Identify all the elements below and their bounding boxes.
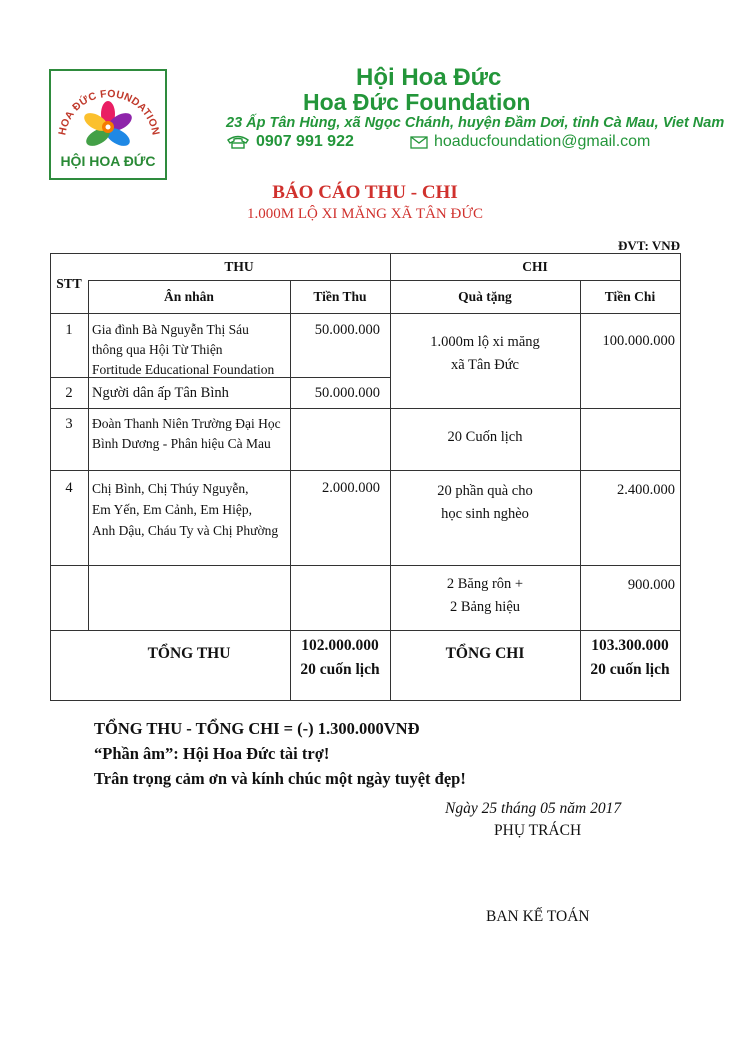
- phone-contact: [226, 133, 354, 151]
- foundation-logo: [49, 69, 167, 180]
- phone-number: 0907 991 922: [256, 133, 354, 150]
- envelope-icon: [410, 136, 428, 149]
- header-tien-thu: Tiền Thu: [313, 289, 367, 304]
- gift-item: 2 Băng rôn + 2 Bảng hiệu: [446, 576, 524, 615]
- total-expense-label: TỔNG CHI: [445, 645, 525, 662]
- total-expense-value: 103.300.000 20 cuốn lịch: [590, 637, 670, 678]
- report-subtitle: 1.000M LỘ XI MĂNG XÃ TÂN ĐỨC: [247, 206, 483, 222]
- header-qua-tang: Quà tặng: [458, 289, 512, 304]
- email-address[interactable]: hoaducfoundation@gmail.com: [434, 133, 651, 150]
- total-income-value: 102.000.000 20 cuốn lịch: [300, 637, 380, 678]
- signer-department: BAN KẾ TOÁN: [486, 908, 590, 925]
- expense-value: 900.000: [627, 577, 675, 593]
- row-stt: 2: [65, 385, 73, 401]
- gift-item: 20 Cuốn lịch: [447, 429, 523, 445]
- report-date: Ngày 25 tháng 05 năm 2017: [445, 800, 622, 817]
- org-address: 23 Ấp Tân Hùng, xã Ngọc Chánh, huyện Đầm Dơi, tỉnh Cà Mau, Viet Nam: [226, 115, 725, 131]
- row-stt: 4: [65, 480, 73, 496]
- org-name-vn: Hội Hoa Đức: [356, 64, 502, 91]
- expense-value: 2.400.000: [617, 482, 675, 498]
- logo-arc-text: HOA ĐỨC FOUNDATION: [56, 87, 162, 137]
- gift-item: 20 phần quà cho học sinh nghèo: [437, 483, 533, 522]
- row-stt: 3: [65, 416, 73, 432]
- currency-unit: ĐVT: VNĐ: [618, 238, 680, 253]
- telephone-icon: [226, 135, 250, 149]
- row-income: 50.000.000: [314, 385, 380, 401]
- row-donor: Người dân ấp Tân Bình: [92, 385, 229, 401]
- signer-role: PHỤ TRÁCH: [494, 822, 582, 839]
- email-contact: [410, 133, 650, 151]
- report-title: BÁO CÁO THU - CHI: [272, 182, 458, 203]
- row-donor: Chị Bình, Chị Thúy Nguyễn, Em Yến, Em Cảnh, Em Hiệp, Anh Dậu, Cháu Ty và Chị Phường: [92, 481, 279, 538]
- row-donor: Đoàn Thanh Niên Trường Đại Học Bình Dương - Phân hiệu Cà Mau: [92, 416, 281, 451]
- header-an-nhan: Ân nhân: [164, 289, 214, 304]
- header-chi: CHI: [522, 259, 548, 274]
- header-stt: STT: [56, 276, 82, 291]
- expense-value: 100.000.000: [602, 333, 675, 349]
- balance-line: TỔNG THU - TỔNG CHI = (-) 1.300.000VNĐ: [94, 719, 420, 738]
- row-income: 50.000.000: [314, 322, 380, 338]
- gift-item: 1.000m lộ xi măng xã Tân Đức: [430, 334, 540, 373]
- logo-bottom-text: HỘI HOA ĐỨC: [60, 153, 156, 169]
- total-income-label: TỔNG THU: [147, 645, 231, 662]
- row-donor: Gia đình Bà Nguyễn Thị Sáu thông qua Hội Từ Thiện Fortitude Educational Foundation: [92, 322, 275, 377]
- deficit-note: “Phần âm”: Hội Hoa Đức tài trợ!: [94, 744, 330, 763]
- header-tien-chi: Tiền Chi: [604, 289, 656, 304]
- thanks-line: Trân trọng cảm ơn và kính chúc một ngày tuyệt đẹp!: [94, 769, 466, 788]
- row-income: 2.000.000: [322, 480, 380, 496]
- org-name-en: Hoa Đức Foundation: [303, 89, 531, 115]
- header-thu: THU: [224, 259, 254, 274]
- row-stt: 1: [65, 322, 73, 338]
